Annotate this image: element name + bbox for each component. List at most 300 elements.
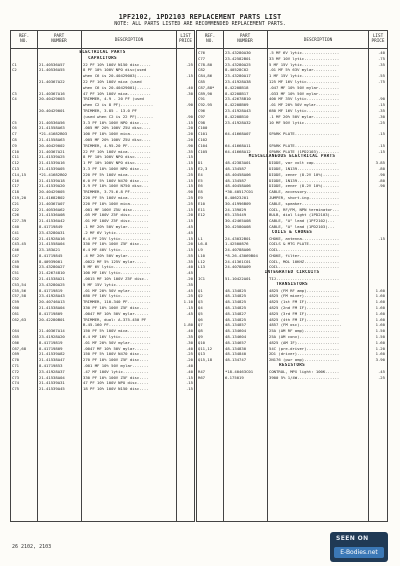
price-cell: .20 — [185, 212, 193, 218]
description-cell: 6.0 PF 5% 100V N470 disc.... — [83, 177, 149, 183]
header-part: PART NUMBER — [237, 34, 253, 44]
part-number-cell: 8-40623J01 — [225, 194, 249, 200]
ref-cell: E5 — [198, 177, 203, 183]
ref-cell: L13 — [198, 264, 206, 270]
price-cell: .15 — [185, 154, 193, 160]
price-cell: .25 — [185, 293, 193, 299]
ref-cell: Q1 — [198, 287, 203, 293]
price-cell: 1.80 — [183, 322, 193, 328]
description-cell: CONTROL, MPX light: 100K...... — [269, 368, 340, 374]
description-cell: 220 PF 10% 100V mica........ — [83, 200, 149, 206]
part-number-cell: 8-41719819 — [39, 287, 63, 293]
part-number-cell: 21-41539A05 — [39, 165, 65, 171]
part-number-cell: 8-42208B18 — [225, 84, 249, 90]
description-cell: 100 PF 10% 100V mica........ — [83, 131, 149, 137]
part-number-cell: 21-41538A21 — [39, 276, 65, 282]
ref-cell: C42 — [12, 235, 20, 241]
price-cell: .25 — [185, 351, 193, 357]
description-cell: 330 PF 10% 100V Z5F disc.... — [83, 241, 149, 247]
description-cell: TRIMMER, 4.9 - 20 PF (used — [83, 96, 144, 102]
part-number-cell: 51-10422A01 — [225, 276, 251, 282]
ref-cell: C43-45 — [12, 241, 27, 247]
description-cell: .0047 MF 10% 50V mylar...... — [83, 310, 149, 316]
part-number-cell: 21-41928A16 — [39, 235, 65, 241]
ref-cell: C8 — [12, 136, 17, 142]
price-cell: 1.60 — [375, 293, 385, 299]
description-cell: COILS & MTG PLATE............. — [269, 241, 340, 247]
description-cell: DIODE, 1N139.................. — [269, 177, 340, 183]
ref-cell: C65 — [12, 334, 20, 340]
parts-row — [197, 375, 387, 381]
ref-cell: C62,63 — [12, 316, 27, 322]
description-cell: CABLE, "A" lead (1PD2103)... — [269, 223, 335, 229]
ref-cell: Q9 — [198, 334, 203, 340]
description-cell: DIODE, 1N139.................. — [269, 165, 340, 171]
ref-cell: Q8 — [198, 328, 203, 334]
price-cell: 1.50 — [375, 328, 385, 334]
price-cell: .15 — [377, 102, 385, 108]
part-number-cell: 23-41928A43 — [225, 107, 251, 113]
part-number-cell: 30-41996B09 — [225, 200, 251, 206]
description-cell: CABLE, "A" lead (1PF2102)... — [269, 218, 335, 224]
price-cell: .80 — [377, 165, 385, 171]
part-number-cell: 48-134825 — [225, 299, 247, 305]
page-title: 1PF2102, 1PD2103 REPLACEMENT PARTS LIST — [118, 13, 282, 21]
price-cell: .30 — [377, 113, 385, 119]
ref-cell: Q11,12 — [198, 345, 213, 351]
price-cell: .40 — [185, 363, 193, 369]
description-cell: 4825 (FM mixer)............... — [269, 293, 340, 299]
ref-cell: C41 — [12, 229, 20, 235]
part-number-cell: 23-43280A17 — [225, 73, 251, 79]
description-cell: 5 MF 15V lytic................ — [269, 61, 340, 67]
section-heading-text: INTEGRATED CIRCUITS — [264, 270, 320, 276]
price-cell: .20 — [185, 241, 193, 247]
price-cell: .75 — [377, 55, 385, 61]
part-number-cell: 21-40367A14 — [39, 328, 65, 334]
part-number-cell: 8-41719845 — [39, 252, 63, 258]
price-cell: .90 — [185, 189, 193, 195]
part-number-cell: 23-183A21 — [39, 247, 61, 253]
part-number-cell: 21-42674810 — [39, 270, 65, 276]
ref-cell: C18 — [12, 189, 20, 195]
ref-cell: C76 — [198, 50, 206, 55]
price-cell: .25 — [377, 374, 385, 380]
part-number-cell: 6-175019 — [225, 374, 244, 380]
part-number-cell: 21-41538A04 — [39, 305, 65, 311]
right-table-header — [197, 31, 387, 49]
part-number-cell: 21-41539A20 — [39, 183, 65, 189]
price-cell: 1.10 — [183, 299, 193, 305]
description-cell: TRIMMER, 3.85 - 13.0 PF — [83, 107, 137, 113]
part-number-cell: 23-41928A37 — [39, 368, 65, 374]
price-cell: .45 — [377, 368, 385, 374]
description-cell: .1 MF 20% 50V mylar........... — [269, 113, 340, 119]
description-cell: 220 PF 5% 100V mica......... — [83, 194, 149, 200]
watermark-logo — [330, 532, 388, 562]
part-number-cell: 30-42465A08 — [225, 218, 251, 224]
price-cell: .90 — [377, 96, 385, 102]
price-cell: .15 — [185, 206, 193, 212]
price-cell: 1.50 — [375, 334, 385, 340]
part-number-cell: 48-42383A01 — [225, 160, 251, 166]
ref-cell: C98 — [198, 119, 206, 125]
price-cell: .40 — [377, 50, 385, 55]
price-cell: 1.60 — [375, 322, 385, 328]
description-cell: TRIMMER, dual: A-375-450 PF — [83, 316, 147, 322]
header-ref: REF. NO. — [18, 34, 30, 44]
part-number-cell: 65-135449 — [225, 212, 247, 218]
price-cell: .15 — [185, 235, 193, 241]
ref-cell: C70 — [12, 357, 20, 363]
left-table-header — [11, 31, 194, 49]
part-number-cell: 48-134830 — [225, 345, 247, 351]
ref-cell: C87,88* — [198, 84, 215, 90]
ref-cell: C64 — [12, 328, 20, 334]
left-parts-table — [10, 30, 195, 522]
price-cell: .45 — [185, 270, 193, 276]
description-cell: 4825 (2nd FM IF).............. — [269, 305, 340, 311]
part-number-cell: 21-41558A63 — [39, 136, 65, 142]
ref-cell: L6-8 — [198, 241, 208, 247]
description-cell: 1 PF 10% 100V NPO disc....... — [83, 160, 151, 166]
description-cell: 1 MF 15V lytic................ — [269, 73, 340, 79]
price-cell: .40 — [185, 368, 193, 374]
price-cell: .90 — [185, 113, 193, 119]
price-cell: 3.90 — [375, 357, 385, 363]
part-number-cell: 21-41536A42 — [39, 218, 65, 224]
description-cell: 150 PF 5% 100V mica......... — [83, 328, 149, 334]
ref-cell: L12 — [198, 258, 206, 264]
part-number-cell: 8-42208B10 — [225, 113, 249, 119]
price-cell: 1.60 — [375, 310, 385, 316]
part-number-cell: 21-40536A55 — [39, 67, 65, 73]
ref-cell: Q15,18 — [198, 357, 213, 363]
part-number-cell: 23-42678B10 — [225, 96, 251, 102]
price-cell: .15 — [185, 218, 193, 224]
description-cell: .2 MF 6V lytic............... — [83, 229, 151, 235]
price-cell: .15 — [185, 247, 193, 253]
price-cell: 1.60 — [375, 299, 385, 305]
price-cell: .15 — [185, 165, 193, 171]
description-cell: 4825 (FM RF amp).............. — [269, 287, 340, 293]
description-cell: .05 MF 100V Z5F disc........ — [83, 212, 149, 218]
description-cell: DIODE, var volt cap.......... — [269, 160, 337, 166]
ref-cell: C14,15 — [12, 171, 27, 177]
part-number-cell: *21-41682B03 — [39, 131, 68, 137]
description-cell: 3.9 PF 10% 100V N750 disc... — [83, 183, 149, 189]
price-cell: .15 — [377, 148, 385, 154]
part-number-cell: 21-41539A16 — [39, 160, 65, 166]
part-number-cell: 20-40429003 — [39, 96, 65, 102]
price-cell: .40 — [185, 264, 193, 270]
part-number-cell: 21-41539A18 — [39, 177, 65, 183]
part-number-cell: 48-134587 — [225, 165, 247, 171]
part-number-cell: 48-134825 — [225, 316, 247, 322]
ref-cell: C73 — [12, 374, 20, 380]
price-cell: .45 — [185, 223, 193, 229]
price-cell: .40 — [185, 345, 193, 351]
part-number-cell: 21-40367A21 — [39, 148, 65, 154]
part-number-cell: 48-134604 — [225, 334, 247, 340]
part-number-cell: 23-41928A38 — [225, 78, 251, 84]
part-number-cell: 23-43280A31 — [39, 229, 65, 235]
part-number-cell: 8-40939001 — [39, 258, 63, 264]
ref-cell: C74 — [12, 380, 20, 386]
ref-cell: C3 — [12, 90, 17, 96]
ref-cell: L1 — [198, 235, 203, 241]
description-cell: 4825 (1st FM IF).............. — [269, 299, 340, 305]
ref-cell: C12 — [12, 160, 20, 166]
ref-cell: E9 — [198, 194, 203, 200]
ref-cell: C82 — [198, 67, 206, 73]
ref-cell: E10 — [198, 200, 206, 206]
ref-cell: Q6 — [198, 316, 203, 322]
price-cell: 1.20 — [375, 345, 385, 351]
description-cell: .1 MF 20% 50V mylar......... — [83, 223, 149, 229]
part-number-cell: 23-41928A20 — [39, 334, 65, 340]
ref-cell: Q4 — [198, 305, 203, 311]
description-cell: DIODE, zener (8.2V 10%)....... — [269, 171, 340, 177]
ref-cell: E12 — [198, 212, 206, 218]
description-cell: 3900 5% 1/4W.................. — [269, 374, 340, 380]
description-cell: .47 MF 100V lytic........... — [83, 368, 149, 374]
part-number-cell: 21-41536A08 — [39, 212, 65, 218]
ref-cell: E8 — [198, 189, 203, 195]
ref-cell: C91 — [198, 96, 206, 102]
part-number-cell: 23-43280A25 — [39, 281, 65, 287]
price-cell: 1.60 — [375, 305, 385, 311]
part-number-cell: 21-40367A07 — [39, 200, 65, 206]
description-cell: JUMPER, short-ing............. — [269, 194, 340, 200]
description-cell: 680 PF 16V lytic............. — [83, 293, 151, 299]
description-cell: 22 PF 10% 100V mica.......... — [83, 148, 151, 154]
ref-cell: C47 — [12, 252, 20, 258]
ref-cell: C51 — [12, 270, 20, 276]
price-cell: .15 — [185, 177, 193, 183]
part-number-cell: 21-41539A31 — [39, 380, 65, 386]
description-cell: .4 MF 20% 50V mylar......... — [83, 252, 149, 258]
price-cell: .15 — [185, 305, 193, 311]
part-number-cell: 23-41928A32 — [225, 119, 251, 125]
description-cell: B-45-160 PF.................. — [83, 322, 151, 328]
part-number-cell: 48-134747 — [225, 357, 247, 363]
part-number-cell: 21-41539A45 — [39, 386, 65, 392]
ref-cell: R47 — [198, 368, 206, 374]
description-cell: 2N176 (pwr amp)............... — [269, 357, 340, 363]
part-number-cell: 21-41538A47 — [39, 357, 65, 363]
price-cell: .90 — [185, 102, 193, 108]
part-number-cell: 48-134657 — [225, 339, 247, 345]
part-number-cell: 21-41539A25 — [39, 154, 65, 160]
description-cell: 680 MF 16V lytic.............. — [269, 107, 340, 113]
description-cell: when C2 is 8 PF).............. — [83, 102, 154, 108]
price-cell: .15 — [185, 119, 193, 125]
description-cell: COIL.......................... — [269, 264, 340, 270]
ref-cell: C9 — [12, 142, 17, 148]
price-cell: .40 — [185, 84, 193, 90]
description-cell: .005 MF 20% 100V Z5U disc.... — [83, 136, 151, 142]
description-cell: .01 MF 20% 50V mylar......... — [83, 287, 151, 293]
ref-cell: C50 — [12, 264, 20, 270]
part-number-cell: 48-134857 — [225, 322, 247, 328]
part-number-cell: 20-40429001 — [39, 107, 65, 113]
price-cell: .55 — [185, 252, 193, 258]
price-cell: .15 — [185, 380, 193, 386]
part-number-cell: 24-40788A06 — [225, 247, 251, 253]
price-cell: .15 — [377, 142, 385, 148]
ref-cell: E6 — [198, 183, 203, 189]
description-cell: 4825 (4th FM IF).............. — [269, 316, 340, 322]
ref-cell: C19,20 — [12, 194, 27, 200]
part-number-cell: 21-41539A82 — [39, 351, 65, 357]
price-cell: .25 — [185, 200, 193, 206]
watermark-line2: E-Bodies.net — [334, 547, 384, 558]
ref-cell: C55,56 — [12, 287, 27, 293]
price-cell: .80 — [377, 177, 385, 183]
ref-cell: C53,54 — [12, 281, 27, 287]
description-cell: 5 MF 6V lytic................ — [83, 264, 151, 270]
description-cell: .001 MF 100V Z5U disc........ — [83, 206, 151, 212]
part-number-cell: 48-40458A06 — [225, 171, 251, 177]
part-number-cell: 23-43280A30 — [225, 50, 251, 55]
ref-cell: C97 — [198, 113, 206, 119]
price-cell: 1.60 — [375, 339, 385, 345]
description-cell: 3.3 PF 10% 100V NPO disc.... — [83, 119, 149, 125]
ref-cell: C92-95 — [198, 102, 213, 108]
page-note: NOTE: ALL PARTS LISTED ARE RECOMMENDED REPLACEMENT PARTS. — [114, 21, 286, 27]
price-cell: .90 — [377, 171, 385, 177]
section-heading-text: ELECTRICAL PARTS — [79, 50, 126, 55]
description-cell: .0022 MF 5% 125V mylar..... — [83, 258, 147, 264]
ref-cell: C104 — [198, 142, 208, 148]
description-cell: .0047 MF 10% 50V mylar...... — [83, 345, 149, 351]
ref-cell: E4 — [198, 171, 203, 177]
ref-cell: C96 — [198, 107, 206, 113]
part-number-cell: 21-40367A16 — [39, 90, 65, 96]
part-number-cell: 24-41361C01 — [225, 258, 251, 264]
price-cell: .45 — [185, 229, 193, 235]
price-cell: .75 — [377, 78, 385, 84]
price-cell: .20 — [185, 357, 193, 363]
right-parts-table — [196, 30, 388, 522]
section-heading-text: RESISTORS — [279, 363, 305, 369]
part-number-cell: 20-40429005 — [39, 189, 65, 195]
price-cell: .35 — [377, 107, 385, 113]
part-number-cell: 48-134827 — [225, 310, 247, 316]
left-rows — [11, 50, 194, 392]
description-cell: 33 MF 10V lytic............... — [269, 55, 340, 61]
section-heading-text: CAPACITORS — [88, 55, 117, 61]
part-number-cell: *18-40463C01 — [225, 368, 254, 374]
description-cell: .01 MF 5% 63V mylar.......... — [269, 67, 337, 73]
part-number-cell: 8-41719853 — [39, 363, 63, 369]
part-number-cell: 48-134825 — [225, 305, 247, 311]
ref-cell: C67,68 — [12, 345, 27, 351]
price-cell: .15 — [377, 131, 385, 137]
part-number-cell: 21-41558A04 — [39, 241, 65, 247]
description-cell: 47 PF 10% 100V NPO disc..... — [83, 380, 149, 386]
part-number-cell: 24-43032B01 — [225, 235, 251, 241]
description-cell: 100 MF 16V lytic............. — [83, 270, 151, 276]
description-cell: 10 MF 50V lytic............... — [269, 119, 340, 125]
part-number-cell: 48-134825 — [225, 287, 247, 293]
parts-row — [11, 386, 194, 392]
ref-cell: Q7 — [198, 322, 203, 328]
price-cell: .35 — [185, 148, 193, 154]
price-cell: .15 — [185, 160, 193, 166]
part-number-cell: 64-41668A12 — [225, 148, 251, 154]
ref-cell: C85 — [198, 78, 206, 84]
price-cell: 1.60 — [375, 287, 385, 293]
description-cell: .005 MF 20% 100V Z5U disc.... — [83, 125, 151, 131]
description-cell: CABLE, speaker................ — [269, 200, 340, 206]
description-cell: 6.4 MF 40V lytic............. — [83, 247, 151, 253]
part-number-cell: 23-43280A25 — [225, 61, 251, 67]
price-cell: .30 — [185, 339, 193, 345]
description-cell: 54C (pre-driver).............. — [269, 345, 340, 351]
watermark-line1: SEEN ON — [336, 535, 369, 542]
price-cell: .35 — [185, 334, 193, 340]
price-cell: .20 — [185, 125, 193, 131]
description-cell: .01 MF 20% 50V mylar.......... — [269, 102, 340, 108]
ref-cell: Q5 — [198, 310, 203, 316]
price-cell: .25 — [185, 171, 193, 177]
ref-cell: Q10 — [198, 339, 206, 345]
header-price: LIST PRICE — [179, 34, 192, 44]
part-number-cell: 21-40536A57 — [39, 61, 65, 67]
description-cell: .01 MF 100V Z5F disc........ — [83, 218, 149, 224]
description-cell: SPARK PLATE................... — [269, 131, 340, 137]
ref-cell: C75 — [12, 386, 20, 392]
description-cell: TRIMMER, 3.75-6.8 PF......... — [83, 189, 151, 195]
description-cell: COIL, RF/FM, NPN terminator... — [269, 206, 340, 212]
ref-cell: C13 — [12, 165, 20, 171]
part-number-cell: 20-40746A13 — [39, 299, 65, 305]
price-cell: .20 — [185, 136, 193, 142]
ref-cell: C72 — [12, 368, 20, 374]
description-cell: 2D1 (driver).................. — [269, 351, 340, 357]
price-cell: 3.85 — [375, 160, 385, 166]
description-cell: CHOKE, filter................. — [269, 252, 340, 258]
part-number-cell: 23-42582B01 — [225, 55, 251, 61]
description-cell: 270 PF 10% 100V Z5F disc.... — [83, 357, 149, 363]
description-cell: 6.4 MF 16V lytic............. — [83, 334, 151, 340]
ref-cell: D1 — [198, 160, 203, 166]
description-cell: 22 PF 10% 100V mica (used — [83, 78, 142, 84]
description-cell: .001 MF 10% 50V mylar....... — [83, 363, 149, 369]
description-cell: (used when C2 is 22 PF)....... — [83, 113, 154, 119]
ref-cell: C6 — [12, 125, 17, 131]
part-number-cell: 21-41538A04 — [39, 374, 65, 380]
part-number-cell: 24-40788A09 — [225, 264, 251, 270]
ref-cell: C89,90 — [198, 90, 213, 96]
price-cell: .45 — [185, 310, 193, 316]
ref-cell: L10 — [198, 252, 206, 258]
price-cell: .25 — [185, 194, 193, 200]
header-part: PART NUMBER — [51, 34, 67, 44]
price-cell: 1.60 — [375, 316, 385, 322]
price-cell: .45 — [185, 287, 193, 293]
ref-cell: C52 — [12, 276, 20, 282]
part-number-cell: 8-41719809 — [39, 310, 63, 316]
description-cell: 25A (AM RF amp)............... — [269, 328, 340, 334]
description-cell: when C6 is 20-40429003)...... — [83, 73, 151, 79]
price-cell: .15 — [185, 73, 193, 79]
part-number-cell: 30-42580A08 — [225, 223, 251, 229]
ref-cell: C105 — [198, 148, 208, 154]
ref-cell: C71 — [12, 363, 20, 369]
